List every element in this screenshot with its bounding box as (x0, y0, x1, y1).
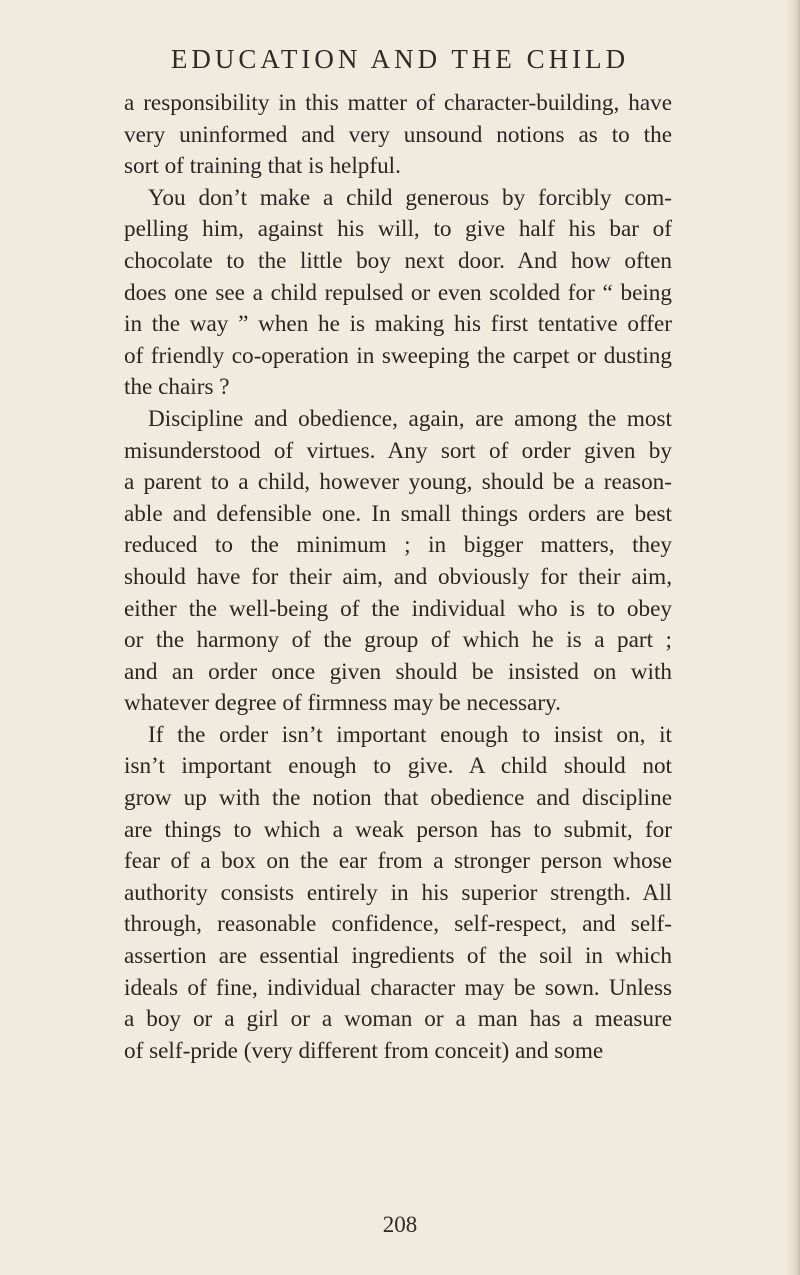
page-number: 208 (382, 1212, 418, 1237)
text-line: assertion are essential ingredients of the soil in which (124, 943, 672, 970)
text-line: Discipline and obedience, again, are among the most (148, 405, 672, 432)
text-line: in the way ” when he is making his first tentative offer (124, 311, 672, 338)
text-line: a parent to a child, however young, should be a reason- (124, 469, 672, 496)
text-line: or the harmony of the group of which he is a part ; (124, 627, 672, 654)
text-line: reduced to the minimum ; in bigger matters, they (124, 532, 672, 559)
text-line: You don’t make a child generous by forcibly com- (148, 184, 672, 211)
text-line: chocolate to the little boy next door. And how often (124, 247, 672, 274)
text-line: sort of training that is helpful. (124, 153, 401, 180)
text-line: does one see a child repulsed or even scolded for “ being (124, 279, 672, 306)
text-line: of self-pride (very different from conceit) and some (124, 1037, 604, 1064)
running-head: EDUCATION AND THE CHILD (170, 44, 630, 74)
text-line: through, reasonable confidence, self-respect, and self- (124, 911, 672, 938)
body-text (124, 88, 672, 1067)
text-line: ideals of fine, individual character may be sown. Unless (124, 974, 672, 1001)
text-line: able and defensible one. In small things orders are best (124, 500, 672, 527)
text-line: misunderstood of virtues. Any sort of order given by (124, 437, 672, 464)
text-line: authority consists entirely in his superior strength. All (124, 879, 672, 906)
text-line: If the order isn’t important enough to insist on, it (148, 721, 672, 748)
text-line: whatever degree of firmness may be necessary. (124, 690, 561, 717)
text-line: isn’t important enough to give. A child should not (124, 753, 672, 780)
text-line: the chairs ? (124, 374, 230, 401)
text-line: fear of a box on the ear from a stronger person whose (124, 848, 672, 875)
text-line: pelling him, against his will, to give half his bar of (124, 216, 672, 243)
text-line: very uninformed and very unsound notions as to the (124, 121, 672, 148)
text-line: a boy or a girl or a woman or a man has a measure (124, 1006, 672, 1033)
text-line: should have for their aim, and obviously for their aim, (124, 563, 672, 590)
text-line: are things to which a weak person has to submit, for (124, 816, 672, 843)
text-line: of friendly co-operation in sweeping the carpet or dusting (124, 342, 672, 369)
page-edge-shadow (786, 0, 800, 1275)
text-line: grow up with the notion that obedience and discipline (124, 785, 672, 812)
text-line: either the well-being of the individual who is to obey (124, 595, 672, 622)
text-line: and an order once given should be insisted on with (124, 658, 672, 685)
text-line: a responsibility in this matter of character-building, have (124, 90, 672, 116)
